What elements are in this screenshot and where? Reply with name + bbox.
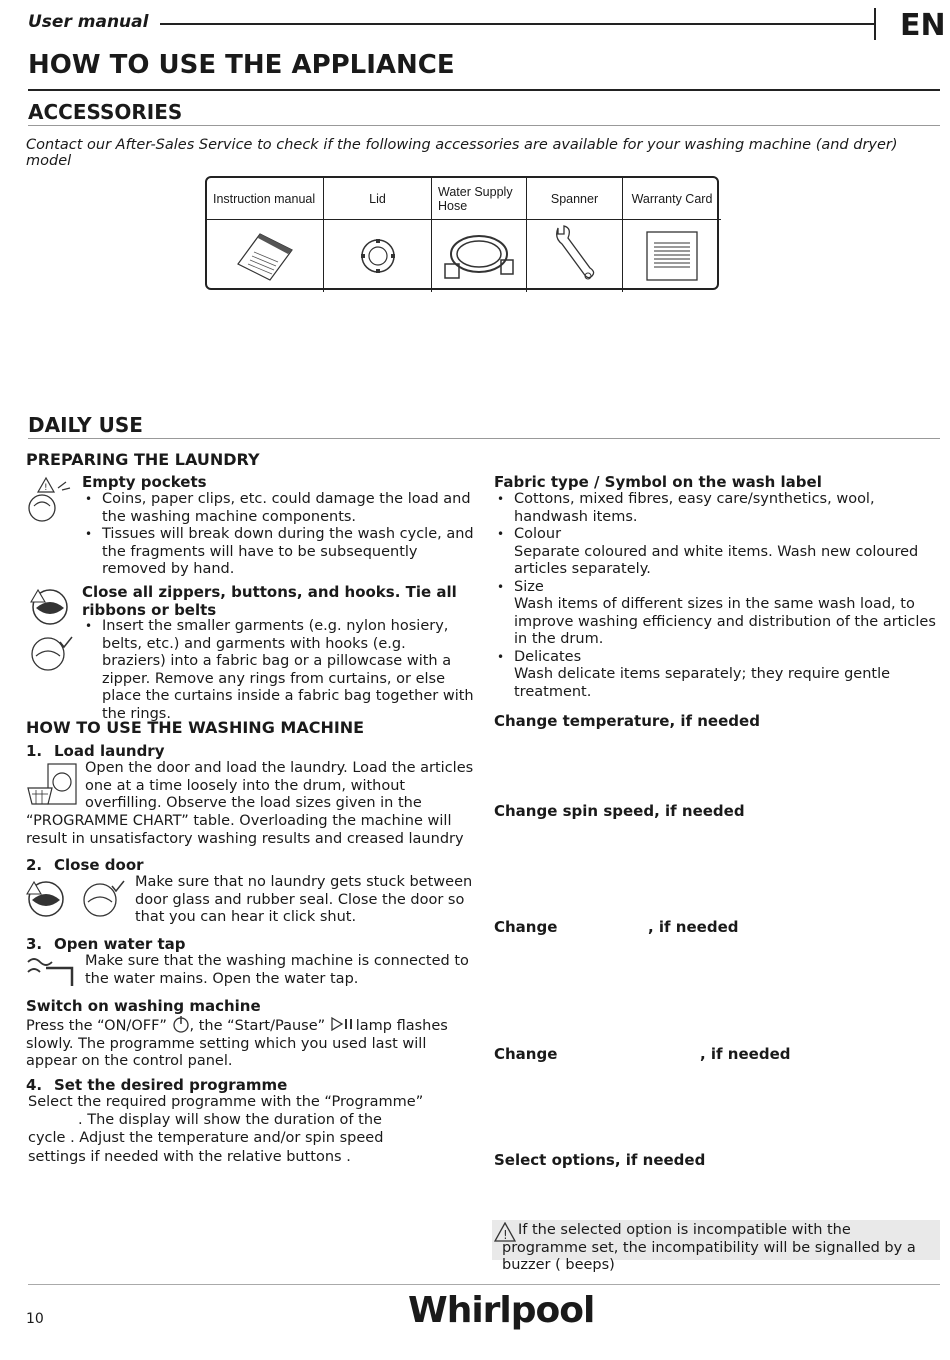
change-spin: Change spin speed, if needed [494,802,745,820]
hose-icon [432,220,527,292]
water-tap-icon [26,954,78,992]
fabric-item-text: Wash items of different sizes in the same wash load, to improve washing efficiency and distribution of the articles in the drum. [514,596,936,647]
list-item: • Insert the smaller garments (e.g. nylon hosiery, belts, etc.) and garments with hooks (e.g. braziers) into a fabric bag or a pillowcase with a zipper. Remove any rings from curtains, or else place the curtains inside a fabric bag together with the rings. [82,618,474,723]
step-1-text-b: “PROGRAMME CHART” table. Overloading the machine will result in unsatisfactory washing results and creased laundry [26,813,464,847]
fabric-item-head: Size [514,578,544,595]
close-zippers-title: Close all zippers, buttons, and hooks. Tie all ribbons or belts [82,583,457,619]
brand-logo: Whirlpool [408,1290,595,1331]
list-item: • Coins, paper clips, etc. could damage the load and the washing machine components. [82,491,474,526]
door-check-icon [78,876,128,924]
svg-text:!: ! [503,1228,508,1242]
list-item: • Tissues will break down during the wash cycle, and the fragments will have to be subsequently removed by hand. [82,526,474,579]
start-pause-icon [330,1016,356,1032]
select-options: Select options, if needed [494,1151,706,1169]
switch-on-title: Switch on washing machine [26,997,261,1015]
list-item [494,491,946,526]
step-2-text: Make sure that no laundry gets stuck between door glass and rubber seal. Close the door so that you can hear it click shut. [135,874,473,925]
daily-use-rule [28,438,940,439]
header-rule [160,23,874,25]
change-b: Change [494,1045,558,1063]
step-3-number: 3. [26,935,43,953]
change-temperature: Change temperature, if needed [494,712,760,730]
fabric-list [494,491,946,701]
fabric-item-text: Wash delicate items separately; they require gentle treatment. [514,666,891,700]
accessories-heading: ACCESSORIES [28,100,183,124]
preparing-heading: PREPARING THE LAUNDRY [26,450,260,469]
accessories-intro: Contact our After-Sales Service to check if the following accessories are available for your washing machine (and dryer) model [26,137,898,169]
accessory-label: Water Supply Hose [432,178,527,220]
step-4-line-3: cycle . Adjust the temperature and/or spin speed [28,1130,384,1146]
how-to-heading: HOW TO USE THE WASHING MACHINE [26,718,365,737]
warranty-card-icon [623,220,721,292]
step-2-number: 2. [26,856,43,874]
list-item [494,649,946,702]
step-2-title: Close door [54,856,144,874]
switch-on-text-c: lamp flashes slowly. The programme setting which you used last will appear on the control panel. [26,1018,448,1069]
accessories-table [205,176,719,290]
fabric-item-text: Separate coloured and white items. Wash new coloured articles separately. [514,543,919,577]
empty-pockets-title: Empty pockets [82,473,207,491]
accessory-label: Warranty Card [623,178,721,220]
header-title: User manual [28,12,149,32]
change-a: Change [494,918,558,936]
incompatibility-warning [492,1220,940,1273]
lid-icon [324,220,432,292]
step-4-number: 4. [26,1076,43,1094]
step-1-number: 1. [26,742,43,760]
step-3-title: Open water tap [54,935,186,953]
list-item [494,526,946,579]
accessories-rule [28,125,940,126]
switch-on-text-b: , the “Start/Pause” [189,1018,326,1034]
switch-on-text-a: Press the “ON/OFF” [26,1018,167,1034]
fabric-item-head: Colour [514,526,562,542]
daily-use-heading: DAILY USE [28,413,143,437]
door-warning-icon [24,878,68,924]
spanner-icon [527,220,623,292]
load-laundry-icon [26,762,78,812]
step-4-line-2: . The display will show the duration of the [78,1112,382,1128]
accessory-label: Lid [324,178,432,220]
close-zippers-list [82,618,474,723]
empty-pockets-icon [24,476,74,528]
change-b-suffix: , if needed [700,1045,791,1063]
fabric-title: Fabric type / Symbol on the wash label [494,473,822,491]
footer-rule [28,1284,940,1285]
zipper-warning-icon [28,586,72,632]
zipper-check-icon [28,632,76,678]
language-code: EN [900,8,946,43]
step-1-text-a: Open the door and load the laundry. Load the articles one at a time loosely into the drum, without overfilling. Observe the load sizes given in the [85,760,474,811]
fabric-item-head: Delicates [514,648,582,665]
accessory-label: Instruction manual [207,178,324,220]
warning-text: If the selected option is incompatible with the programme set, the incompatibility will be signalled by a buzzer ( beeps) [502,1222,916,1273]
header-divider [874,8,876,40]
switch-on-text [26,1015,466,1071]
accessory-label: Spanner [527,178,623,220]
fabric-item-head: Cottons, mixed fibres, easy care/synthetics, wool, handwash items. [514,491,875,525]
step-4-line-1: Select the required programme with the “Programme” [28,1094,424,1110]
manual-icon [207,220,324,292]
step-1-title: Load laundry [54,742,165,760]
empty-pockets-list [82,491,474,579]
step-4-title: Set the desired programme [54,1076,288,1094]
title-rule [28,89,940,91]
step-3-text: Make sure that the washing machine is connected to the water mains. Open the water tap. [85,953,469,987]
list-item [494,579,946,649]
change-a-suffix: , if needed [648,918,739,936]
page-title: HOW TO USE THE APPLIANCE [28,50,455,80]
svg-text:!: ! [44,483,48,493]
page-number: 10 [26,1311,44,1327]
step-4-line-4: settings if needed with the relative buttons . [28,1149,351,1165]
power-icon [172,1015,190,1033]
